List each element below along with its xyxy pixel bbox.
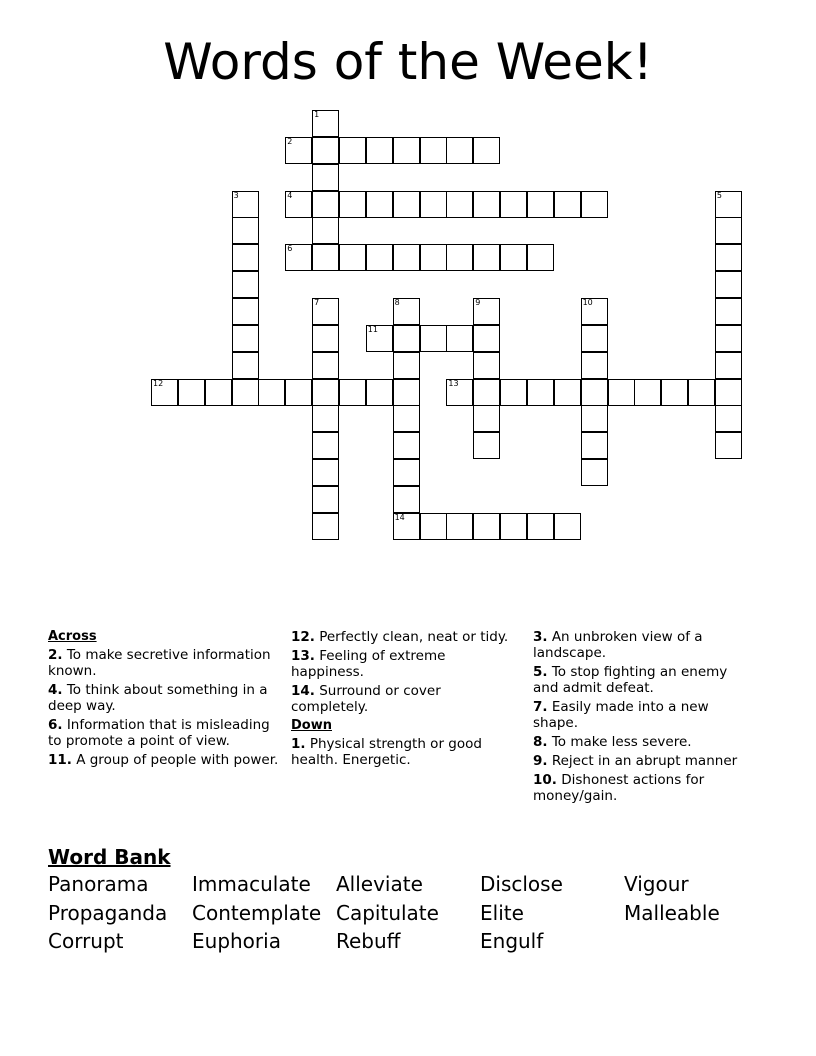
grid-cell[interactable] bbox=[715, 271, 742, 298]
clue-text: To stop fighting an enemy and admit defeat. bbox=[533, 664, 728, 696]
grid-cell[interactable] bbox=[232, 217, 259, 244]
grid-cell[interactable] bbox=[232, 325, 259, 352]
grid-cell[interactable] bbox=[500, 191, 527, 218]
across-clue bbox=[291, 629, 511, 645]
grid-cell[interactable] bbox=[500, 379, 527, 406]
clue-number-label: 7. bbox=[533, 699, 548, 715]
grid-cell[interactable] bbox=[473, 432, 500, 459]
grid-cell[interactable] bbox=[420, 325, 447, 352]
grid-cell[interactable] bbox=[232, 244, 259, 271]
grid-cell[interactable] bbox=[446, 244, 473, 271]
clue-number-label: 3. bbox=[533, 629, 548, 645]
grid-cell[interactable] bbox=[258, 379, 285, 406]
word-bank bbox=[48, 872, 788, 958]
clue-number: 7 bbox=[314, 298, 320, 307]
word-bank-item: Alleviate bbox=[336, 872, 423, 896]
down-clue bbox=[533, 699, 753, 731]
clue-number: 14 bbox=[394, 512, 405, 522]
clue-number-label: 11. bbox=[48, 752, 72, 768]
grid-cell[interactable] bbox=[581, 459, 608, 486]
across-clue bbox=[48, 682, 284, 714]
clue-number: 3 bbox=[233, 190, 239, 200]
grid-cell[interactable] bbox=[473, 352, 500, 379]
grid-cell[interactable] bbox=[715, 191, 742, 218]
grid-cell[interactable] bbox=[232, 379, 259, 406]
clue-text: To think about something in a deep way. bbox=[48, 682, 268, 714]
grid-cell[interactable] bbox=[581, 191, 608, 218]
clue-text: Surround or cover completely. bbox=[291, 683, 441, 715]
grid-cell[interactable] bbox=[608, 379, 635, 406]
grid-cell[interactable] bbox=[312, 432, 339, 459]
grid-cell[interactable] bbox=[312, 513, 339, 540]
clue-number: 12 bbox=[153, 378, 164, 388]
grid-cell[interactable] bbox=[285, 191, 312, 218]
grid-cell[interactable] bbox=[393, 352, 420, 379]
grid-cell[interactable] bbox=[366, 325, 393, 352]
grid-cell[interactable] bbox=[446, 379, 473, 406]
across-clue bbox=[291, 648, 511, 680]
clue-number-label: 12. bbox=[291, 629, 315, 645]
grid-cell[interactable] bbox=[232, 271, 259, 298]
grid-cell[interactable] bbox=[366, 137, 393, 164]
word-bank-title: Word Bank bbox=[48, 845, 171, 869]
grid-cell[interactable] bbox=[393, 513, 420, 540]
down-clue bbox=[533, 664, 753, 696]
clues-column-2 bbox=[291, 629, 511, 771]
across-heading: Across bbox=[48, 629, 97, 644]
grid-cell[interactable] bbox=[312, 110, 339, 137]
across-clue-list-continued bbox=[291, 629, 511, 715]
word-bank-item: Contemplate bbox=[192, 900, 322, 925]
grid-cell[interactable] bbox=[393, 298, 420, 325]
grid-cell[interactable] bbox=[366, 379, 393, 406]
grid-cell[interactable] bbox=[339, 137, 366, 164]
grid-cell[interactable] bbox=[527, 513, 554, 540]
grid-cell[interactable] bbox=[554, 191, 581, 218]
clues-column-1 bbox=[48, 629, 284, 771]
word-bank-item: Corrupt bbox=[48, 929, 124, 953]
grid-cell[interactable] bbox=[446, 325, 473, 352]
word-bank-item: Capitulate bbox=[336, 900, 439, 925]
clue-text: Physical strength or good health. Energetic. bbox=[291, 736, 482, 768]
grid-cell[interactable] bbox=[715, 298, 742, 325]
word-bank-item: Propaganda bbox=[48, 900, 168, 925]
grid-cell[interactable] bbox=[473, 298, 500, 325]
across-clue bbox=[48, 717, 284, 749]
clue-number-label: 14. bbox=[291, 683, 315, 699]
grid-cell[interactable] bbox=[473, 325, 500, 352]
grid-cell[interactable] bbox=[581, 379, 608, 406]
grid-cell[interactable] bbox=[420, 191, 447, 218]
clue-number: 13 bbox=[448, 378, 459, 388]
word-bank-item: Malleable bbox=[624, 900, 720, 925]
grid-cell[interactable] bbox=[715, 325, 742, 352]
grid-cell[interactable] bbox=[581, 298, 608, 325]
page-title: Words of the Week! bbox=[163, 33, 653, 91]
clue-number-label: 6. bbox=[48, 717, 63, 733]
clue-text: To make secretive information known. bbox=[48, 647, 271, 679]
grid-cell[interactable] bbox=[312, 486, 339, 513]
grid-cell[interactable] bbox=[634, 379, 661, 406]
word-bank-item: Engulf bbox=[480, 929, 544, 953]
grid-cell[interactable] bbox=[312, 352, 339, 379]
down-heading: Down bbox=[291, 718, 332, 733]
clue-text: A group of people with power. bbox=[71, 752, 279, 768]
clue-number: 2 bbox=[287, 136, 293, 146]
grid-cell[interactable] bbox=[339, 191, 366, 218]
grid-cell[interactable] bbox=[715, 405, 742, 432]
clue-text: To make less severe. bbox=[547, 734, 692, 750]
grid-cell[interactable] bbox=[393, 432, 420, 459]
grid-cell[interactable] bbox=[393, 137, 420, 164]
clue-number-label: 8. bbox=[533, 734, 548, 750]
clue-number: 1 bbox=[314, 110, 320, 119]
clue-text: Easily made into a new shape. bbox=[533, 699, 709, 731]
grid-cell[interactable] bbox=[420, 513, 447, 540]
grid-cell[interactable] bbox=[312, 325, 339, 352]
clue-number: 10 bbox=[582, 298, 593, 307]
grid-cell[interactable] bbox=[312, 137, 339, 164]
word-bank-item: Rebuff bbox=[336, 929, 401, 953]
across-clue bbox=[291, 683, 511, 715]
grid-cell[interactable] bbox=[715, 244, 742, 271]
grid-cell[interactable] bbox=[715, 432, 742, 459]
clue-number: 6 bbox=[287, 244, 293, 254]
clue-number-label: 9. bbox=[533, 753, 548, 769]
clue-number-label: 10. bbox=[533, 772, 557, 788]
grid-cell[interactable] bbox=[581, 352, 608, 379]
down-clue bbox=[533, 629, 753, 661]
grid-cell[interactable] bbox=[581, 405, 608, 432]
across-clue bbox=[48, 647, 284, 679]
word-bank-item: Euphoria bbox=[192, 929, 281, 953]
clue-number-label: 13. bbox=[291, 648, 315, 664]
clue-text: Information that is misleading to promote a point of view. bbox=[48, 717, 270, 749]
grid-cell[interactable] bbox=[393, 459, 420, 486]
grid-cell[interactable] bbox=[393, 191, 420, 218]
grid-cell[interactable] bbox=[285, 137, 312, 164]
clue-text: Feeling of extreme happiness. bbox=[291, 648, 446, 680]
grid-cell[interactable] bbox=[312, 191, 339, 218]
grid-cell[interactable] bbox=[205, 379, 232, 406]
down-clue bbox=[533, 734, 753, 750]
grid-cell[interactable] bbox=[527, 191, 554, 218]
grid-cell[interactable] bbox=[500, 244, 527, 271]
grid-cell[interactable] bbox=[151, 379, 178, 406]
clue-number: 11 bbox=[367, 324, 378, 334]
clue-number-label: 5. bbox=[533, 664, 548, 680]
grid-cell[interactable] bbox=[715, 352, 742, 379]
clues-column-3 bbox=[533, 629, 753, 807]
grid-cell[interactable] bbox=[232, 352, 259, 379]
grid-cell[interactable] bbox=[473, 191, 500, 218]
grid-cell[interactable] bbox=[312, 298, 339, 325]
down-clue-list bbox=[291, 736, 511, 768]
grid-cell[interactable] bbox=[339, 244, 366, 271]
grid-cell[interactable] bbox=[312, 244, 339, 271]
across-clue-list bbox=[48, 647, 284, 768]
down-clue-list-continued bbox=[533, 629, 753, 804]
grid-cell[interactable] bbox=[312, 405, 339, 432]
grid-cell[interactable] bbox=[473, 137, 500, 164]
grid-cell[interactable] bbox=[232, 191, 259, 218]
clue-number-label: 4. bbox=[48, 682, 63, 698]
down-clue bbox=[291, 736, 511, 768]
grid-cell[interactable] bbox=[500, 513, 527, 540]
word-bank-item: Immaculate bbox=[192, 872, 311, 896]
clue-number-label: 2. bbox=[48, 647, 63, 663]
grid-cell[interactable] bbox=[446, 191, 473, 218]
grid-cell[interactable] bbox=[178, 379, 205, 406]
word-bank-item: Disclose bbox=[480, 872, 563, 896]
grid-cell[interactable] bbox=[446, 137, 473, 164]
grid-cell[interactable] bbox=[366, 191, 393, 218]
grid-cell[interactable] bbox=[339, 379, 366, 406]
clue-text: Reject in an abrupt manner bbox=[547, 753, 738, 769]
across-clue bbox=[48, 752, 284, 768]
clue-number: 8 bbox=[394, 298, 400, 307]
grid-cell[interactable] bbox=[581, 432, 608, 459]
down-clue bbox=[533, 772, 753, 804]
grid-cell[interactable] bbox=[312, 459, 339, 486]
grid-cell[interactable] bbox=[581, 325, 608, 352]
clue-text: Perfectly clean, neat or tidy. bbox=[314, 629, 509, 645]
grid-cell[interactable] bbox=[715, 217, 742, 244]
clue-number: 9 bbox=[475, 298, 481, 307]
clue-number: 5 bbox=[716, 190, 722, 200]
grid-cell[interactable] bbox=[420, 244, 447, 271]
grid-cell[interactable] bbox=[312, 379, 339, 406]
grid-cell[interactable] bbox=[473, 379, 500, 406]
grid-cell[interactable] bbox=[527, 244, 554, 271]
grid-cell[interactable] bbox=[420, 137, 447, 164]
word-bank-item: Vigour bbox=[624, 872, 689, 896]
grid-cell[interactable] bbox=[473, 244, 500, 271]
grid-cell[interactable] bbox=[473, 405, 500, 432]
grid-cell[interactable] bbox=[446, 513, 473, 540]
grid-cell[interactable] bbox=[393, 379, 420, 406]
grid-cell[interactable] bbox=[554, 379, 581, 406]
grid-cell[interactable] bbox=[232, 298, 259, 325]
grid-cell[interactable] bbox=[393, 244, 420, 271]
grid-cell[interactable] bbox=[393, 405, 420, 432]
grid-cell[interactable] bbox=[285, 379, 312, 406]
grid-cell[interactable] bbox=[661, 379, 688, 406]
clue-text: Dishonest actions for money/gain. bbox=[533, 772, 705, 804]
grid-cell[interactable] bbox=[393, 325, 420, 352]
grid-cell[interactable] bbox=[715, 379, 742, 406]
grid-cell[interactable] bbox=[285, 244, 312, 271]
grid-cell[interactable] bbox=[312, 164, 339, 191]
grid-cell[interactable] bbox=[393, 486, 420, 513]
grid-cell[interactable] bbox=[473, 513, 500, 540]
grid-cell[interactable] bbox=[688, 379, 715, 406]
word-bank-item: Panorama bbox=[48, 872, 149, 896]
clue-number-label: 1. bbox=[291, 736, 306, 752]
clue-text: An unbroken view of a landscape. bbox=[533, 629, 703, 661]
clue-number: 4 bbox=[287, 190, 293, 200]
grid-cell[interactable] bbox=[554, 513, 581, 540]
grid-cell[interactable] bbox=[312, 217, 339, 244]
word-bank-item: Elite bbox=[480, 900, 524, 925]
down-clue bbox=[533, 753, 753, 769]
grid-cell[interactable] bbox=[366, 244, 393, 271]
grid-cell[interactable] bbox=[527, 379, 554, 406]
